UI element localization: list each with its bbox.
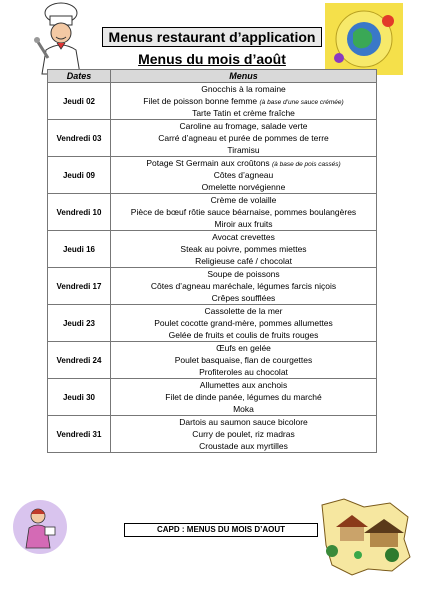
menu-dishes bbox=[111, 194, 377, 231]
dish-line bbox=[111, 403, 376, 415]
menu-dishes bbox=[111, 157, 377, 194]
menu-date: Jeudi 16 bbox=[48, 231, 111, 268]
dish-line bbox=[111, 120, 376, 132]
menu-date: Jeudi 09 bbox=[48, 157, 111, 194]
column-header-dates: Dates bbox=[48, 70, 111, 83]
menu-date: Jeudi 02 bbox=[48, 83, 111, 120]
dish-text: Moka bbox=[233, 404, 254, 414]
dish-line bbox=[111, 107, 376, 119]
menu-row bbox=[48, 120, 377, 157]
dish-note: (à base de pois cassés) bbox=[272, 161, 341, 168]
dish-text: Côtes d’agneau bbox=[213, 170, 274, 180]
dish-text: Carré d’agneau et purée de pommes de terre bbox=[158, 133, 329, 143]
dish-line bbox=[111, 428, 376, 440]
dish-line bbox=[111, 268, 376, 280]
dish-line bbox=[111, 243, 376, 255]
dish-text: Poulet basquaise, flan de courgettes bbox=[174, 355, 313, 365]
menu-row bbox=[48, 379, 377, 416]
dish-line bbox=[111, 342, 376, 354]
dish-text: Crème de volaille bbox=[210, 195, 277, 205]
dish-line bbox=[111, 181, 376, 193]
menu-row bbox=[48, 305, 377, 342]
page-subtitle: Menus du mois d’août bbox=[138, 51, 286, 67]
menu-date: Jeudi 30 bbox=[48, 379, 111, 416]
dish-text: Gnocchis à la romaine bbox=[201, 84, 286, 94]
dish-text: Caroline au fromage, salade verte bbox=[179, 121, 308, 131]
dish-line bbox=[111, 305, 376, 317]
column-header-menus: Menus bbox=[111, 70, 377, 83]
menu-date: Jeudi 23 bbox=[48, 305, 111, 342]
menu-date: Vendredi 03 bbox=[48, 120, 111, 157]
dish-line bbox=[111, 440, 376, 452]
dish-text: Poulet cocotte grand-mère, pommes allumettes bbox=[154, 318, 333, 328]
dish-line bbox=[111, 132, 376, 144]
dish-line bbox=[111, 354, 376, 366]
menu-row bbox=[48, 342, 377, 379]
village-map-illustration bbox=[314, 493, 414, 577]
menu-date: Vendredi 10 bbox=[48, 194, 111, 231]
dish-line bbox=[111, 194, 376, 206]
dish-text: Potage St Germain aux croûtons bbox=[146, 158, 273, 168]
menu-row bbox=[48, 268, 377, 305]
dish-text: Croustade aux myrtilles bbox=[199, 441, 288, 451]
menu-row bbox=[48, 416, 377, 453]
menu-dishes bbox=[111, 120, 377, 157]
dish-line bbox=[111, 206, 376, 218]
dish-line bbox=[111, 317, 376, 329]
dish-text: Cassolette de la mer bbox=[204, 306, 283, 316]
dish-line bbox=[111, 95, 376, 107]
menu-date: Vendredi 17 bbox=[48, 268, 111, 305]
menu-table-body bbox=[48, 83, 377, 453]
menu-dishes bbox=[111, 268, 377, 305]
dish-line bbox=[111, 231, 376, 243]
dish-line bbox=[111, 366, 376, 378]
dish-text: Curry de poulet, riz madras bbox=[192, 429, 295, 439]
dish-text: Gelée de fruits et coulis de fruits rouges bbox=[168, 330, 319, 340]
dish-text: Steak au poivre, pommes miettes bbox=[180, 244, 307, 254]
menu-row bbox=[48, 157, 377, 194]
menu-date: Vendredi 31 bbox=[48, 416, 111, 453]
page-title: Menus restaurant d’application bbox=[102, 27, 322, 47]
dish-text: Allumettes aux anchois bbox=[199, 380, 288, 390]
dish-text: Omelette norvégienne bbox=[201, 182, 286, 192]
dish-line bbox=[111, 379, 376, 391]
dish-line bbox=[111, 169, 376, 181]
menu-dishes bbox=[111, 83, 377, 120]
dish-text: Crêpes soufflées bbox=[211, 293, 276, 303]
menu-row bbox=[48, 194, 377, 231]
dish-text: Dartois au saumon sauce bicolore bbox=[179, 417, 308, 427]
dish-text: Filet de dinde panée, légumes du marché bbox=[165, 392, 322, 402]
dish-text: Pièce de bœuf rôtie sauce béarnaise, pommes boulangères bbox=[130, 207, 357, 217]
dish-text: Filet de poisson bonne femme bbox=[143, 96, 260, 106]
menu-row bbox=[48, 231, 377, 268]
dish-text: Côtes d’agneau maréchale, légumes farcis niçois bbox=[150, 281, 337, 291]
dish-text: Tarte Tatin et crème fraîche bbox=[192, 108, 295, 118]
footer-label: CAPD : MENUS DU MOIS D’AOUT bbox=[124, 523, 318, 537]
dish-text: Profiteroles au chocolat bbox=[199, 367, 288, 377]
menu-row bbox=[48, 83, 377, 120]
menu-dishes bbox=[111, 416, 377, 453]
dish-text: Miroir aux fruits bbox=[214, 219, 273, 229]
dish-line bbox=[111, 280, 376, 292]
dish-text: Œufs en gelée bbox=[216, 343, 271, 353]
dish-line bbox=[111, 391, 376, 403]
menu-date: Vendredi 24 bbox=[48, 342, 111, 379]
dish-text: Tiramisu bbox=[227, 145, 260, 155]
dish-line bbox=[111, 144, 376, 156]
dish-line bbox=[111, 255, 376, 267]
menu-table bbox=[47, 69, 377, 453]
dish-note: (à base d’une sauce crémée) bbox=[259, 99, 344, 106]
dish-text: Soupe de poissons bbox=[207, 269, 280, 279]
dish-line bbox=[111, 329, 376, 341]
dish-line bbox=[111, 83, 376, 95]
dish-text: Religieuse café / chocolat bbox=[195, 256, 292, 266]
menu-dishes bbox=[111, 231, 377, 268]
dish-line bbox=[111, 416, 376, 428]
menu-dishes bbox=[111, 305, 377, 342]
dish-line bbox=[111, 292, 376, 304]
dish-line bbox=[111, 218, 376, 230]
dish-line bbox=[111, 157, 376, 169]
menu-dishes bbox=[111, 342, 377, 379]
dish-text: Avocat crevettes bbox=[212, 232, 275, 242]
menu-dishes bbox=[111, 379, 377, 416]
waitress-illustration bbox=[12, 498, 68, 556]
